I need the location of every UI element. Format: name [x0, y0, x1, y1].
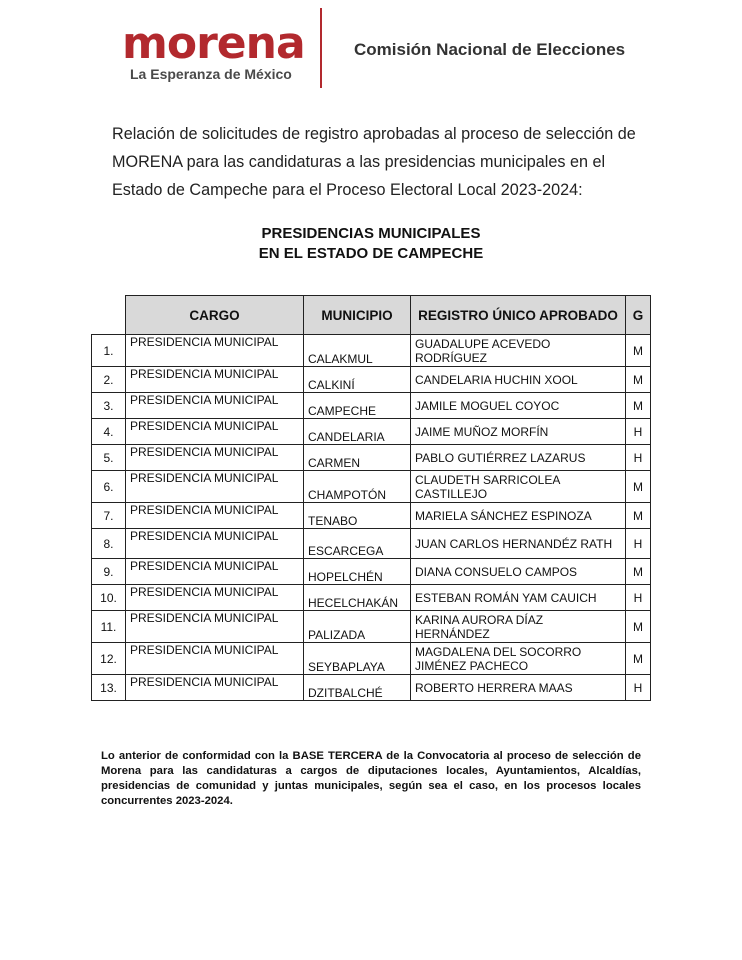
table-row — [92, 335, 651, 367]
row-cargo: PRESIDENCIA MUNICIPAL — [126, 559, 304, 585]
row-municipio: ESCARCEGA — [304, 529, 411, 559]
row-nombre: ROBERTO HERRERA MAAS — [411, 675, 626, 701]
row-number: 12. — [92, 643, 126, 675]
row-municipio: TENABO — [304, 503, 411, 529]
footer-note: Lo anterior de conformidad con la BASE TERCERA de la Convocatoria al proceso de selección de Morena para las candidaturas a cargos de diputaciones locales, Ayuntamientos, Alcaldías, presidencias de comunidad y juntas municipales, según sea el caso, en los procesos locales concurrentes 2023-2024. — [101, 750, 641, 807]
row-gender: M — [626, 611, 651, 643]
row-cargo: PRESIDENCIA MUNICIPAL — [126, 675, 304, 701]
row-gender: M — [626, 643, 651, 675]
row-gender: H — [626, 585, 651, 611]
organization-name: Comisión Nacional de Elecciones — [354, 40, 626, 59]
row-number: 9. — [92, 559, 126, 585]
row-municipio: CAMPECHE — [304, 393, 411, 419]
row-cargo: PRESIDENCIA MUNICIPAL — [126, 503, 304, 529]
table-header-row — [92, 296, 651, 335]
row-municipio: CANDELARIA — [304, 419, 411, 445]
row-gender: H — [626, 419, 651, 445]
registration-table — [91, 295, 651, 701]
section-title-line2: EN EL ESTADO DE CAMPECHE — [258, 245, 484, 262]
row-municipio: CALKINÍ — [304, 367, 411, 393]
row-gender: M — [626, 503, 651, 529]
row-cargo: PRESIDENCIA MUNICIPAL — [126, 445, 304, 471]
row-nombre: GUADALUPE ACEVEDO RODRÍGUEZ — [411, 335, 626, 367]
row-number: 8. — [92, 529, 126, 559]
table-row — [92, 367, 651, 393]
row-gender: H — [626, 445, 651, 471]
row-cargo: PRESIDENCIA MUNICIPAL — [126, 585, 304, 611]
row-number: 13. — [92, 675, 126, 701]
table-row — [92, 585, 651, 611]
row-municipio: HOPELCHÉN — [304, 559, 411, 585]
row-number: 2. — [92, 367, 126, 393]
table-row — [92, 643, 651, 675]
row-municipio: PALIZADA — [304, 611, 411, 643]
row-gender: H — [626, 529, 651, 559]
table-row — [92, 471, 651, 503]
row-municipio: DZITBALCHÉ — [304, 675, 411, 701]
section-title-line1: PRESIDENCIAS MUNICIPALES — [261, 225, 481, 242]
row-gender: M — [626, 559, 651, 585]
header-number — [92, 296, 126, 335]
header-municipio: MUNICIPIO — [304, 296, 411, 335]
row-nombre: CANDELARIA HUCHIN XOOL — [411, 367, 626, 393]
row-cargo: PRESIDENCIA MUNICIPAL — [126, 611, 304, 643]
row-municipio: SEYBAPLAYA — [304, 643, 411, 675]
header-registro: REGISTRO ÚNICO APROBADO — [411, 296, 626, 335]
table-row — [92, 529, 651, 559]
row-nombre: DIANA CONSUELO CAMPOS — [411, 559, 626, 585]
row-gender: M — [626, 367, 651, 393]
row-nombre: JAMILE MOGUEL COYOC — [411, 393, 626, 419]
row-number: 11. — [92, 611, 126, 643]
row-municipio: CARMEN — [304, 445, 411, 471]
row-municipio: CALAKMUL — [304, 335, 411, 367]
intro-paragraph: Relación de solicitudes de registro aprobadas al proceso de selección de MORENA para las candidaturas a las presidencias municipales en el Estado de Campeche para el Proceso Electoral Local 2023-2024: — [112, 125, 636, 199]
row-number: 6. — [92, 471, 126, 503]
row-nombre: MAGDALENA DEL SOCORRO JIMÉNEZ PACHECO — [411, 643, 626, 675]
table-row — [92, 393, 651, 419]
row-number: 10. — [92, 585, 126, 611]
row-nombre: PABLO GUTIÉRREZ LAZARUS — [411, 445, 626, 471]
row-municipio: CHAMPOTÓN — [304, 471, 411, 503]
row-cargo: PRESIDENCIA MUNICIPAL — [126, 643, 304, 675]
header-cargo: CARGO — [126, 296, 304, 335]
row-number: 1. — [92, 335, 126, 367]
row-gender: M — [626, 335, 651, 367]
logo-tagline: La Esperanza de México — [130, 66, 292, 82]
row-gender: M — [626, 393, 651, 419]
table-row — [92, 503, 651, 529]
table-row — [92, 611, 651, 643]
row-nombre: JUAN CARLOS HERNANDÉZ RATH — [411, 529, 626, 559]
row-cargo: PRESIDENCIA MUNICIPAL — [126, 529, 304, 559]
table-row — [92, 445, 651, 471]
row-number: 4. — [92, 419, 126, 445]
row-number: 7. — [92, 503, 126, 529]
row-nombre: JAIME MUÑOZ MORFÍN — [411, 419, 626, 445]
row-nombre: KARINA AURORA DÍAZ HERNÁNDEZ — [411, 611, 626, 643]
header-g: G — [626, 296, 651, 335]
row-cargo: PRESIDENCIA MUNICIPAL — [126, 419, 304, 445]
row-gender: H — [626, 675, 651, 701]
table-row — [92, 419, 651, 445]
row-cargo: PRESIDENCIA MUNICIPAL — [126, 393, 304, 419]
header-divider — [320, 8, 322, 88]
row-cargo: PRESIDENCIA MUNICIPAL — [126, 471, 304, 503]
row-nombre: MARIELA SÁNCHEZ ESPINOZA — [411, 503, 626, 529]
row-number: 5. — [92, 445, 126, 471]
row-municipio: HECELCHAKÁN — [304, 585, 411, 611]
table-row — [92, 675, 651, 701]
logo-wordmark: morena — [122, 18, 305, 69]
row-number: 3. — [92, 393, 126, 419]
table-row — [92, 559, 651, 585]
row-cargo: PRESIDENCIA MUNICIPAL — [126, 335, 304, 367]
row-nombre: CLAUDETH SARRICOLEA CASTILLEJO — [411, 471, 626, 503]
row-cargo: PRESIDENCIA MUNICIPAL — [126, 367, 304, 393]
row-nombre: ESTEBAN ROMÁN YAM CAUICH — [411, 585, 626, 611]
row-gender: M — [626, 471, 651, 503]
